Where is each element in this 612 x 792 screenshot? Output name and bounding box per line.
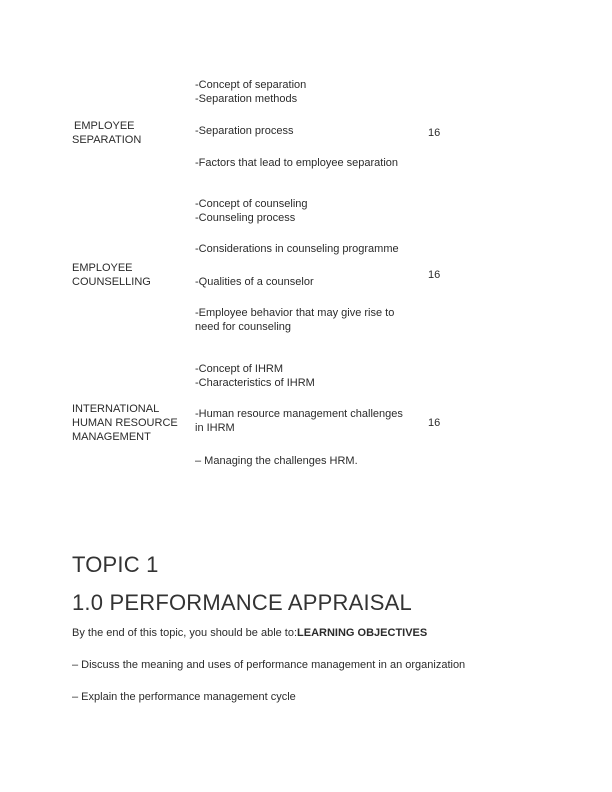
topic-line: -Concept of IHRM	[195, 363, 284, 375]
intro-text: By the end of this topic, you should be able to:	[72, 627, 298, 639]
topic-line: -Considerations in counseling programme	[195, 243, 399, 255]
topic-line: -Counseling process	[195, 212, 296, 224]
row-title-employee-separation: EMPLOYEE SEPARATION	[72, 120, 142, 146]
topic-line: in IHRM	[195, 422, 235, 434]
topic-group	[195, 78, 306, 106]
row-title-international-hrm: INTERNATIONAL HUMAN RESOURCE MANAGEMENT	[72, 403, 178, 443]
topic-number: TOPIC 1	[72, 552, 159, 577]
topic-line: -Concept of separation	[195, 79, 307, 91]
learning-objectives-label: LEARNING OBJECTIVES	[297, 627, 428, 639]
objective-item: – Explain the performance management cycle	[72, 691, 296, 703]
topic-line: -Employee behavior that may give rise to	[195, 307, 395, 319]
topic-title: 1.0 PERFORMANCE APPRAISAL	[72, 590, 412, 615]
row-title-employee-counselling: EMPLOYEE COUNSELLING	[72, 262, 151, 288]
topic-line: -Separation process	[195, 125, 294, 137]
intro-line	[72, 626, 427, 640]
topic-line: -Factors that lead to employee separation	[195, 157, 399, 169]
hours-cell: 16	[428, 127, 441, 139]
topic-group	[195, 306, 394, 334]
topic-group	[195, 197, 308, 225]
hours-cell: 16	[428, 269, 441, 281]
hours-cell: 16	[428, 417, 441, 429]
topic-line: need for counseling	[195, 321, 292, 333]
topic-line: -Human resource management challenges	[195, 408, 403, 420]
topic-line: – Managing the challenges HRM.	[195, 455, 358, 467]
topic-line: -Concept of counseling	[195, 198, 308, 210]
objective-item: – Discuss the meaning and uses of performance management in an organization	[72, 659, 466, 671]
topic-group	[195, 407, 403, 435]
topic-line: -Separation methods	[195, 93, 298, 105]
topic-group	[195, 362, 315, 390]
topic-line: -Characteristics of IHRM	[195, 377, 315, 389]
topic-line: -Qualities of a counselor	[195, 276, 314, 288]
